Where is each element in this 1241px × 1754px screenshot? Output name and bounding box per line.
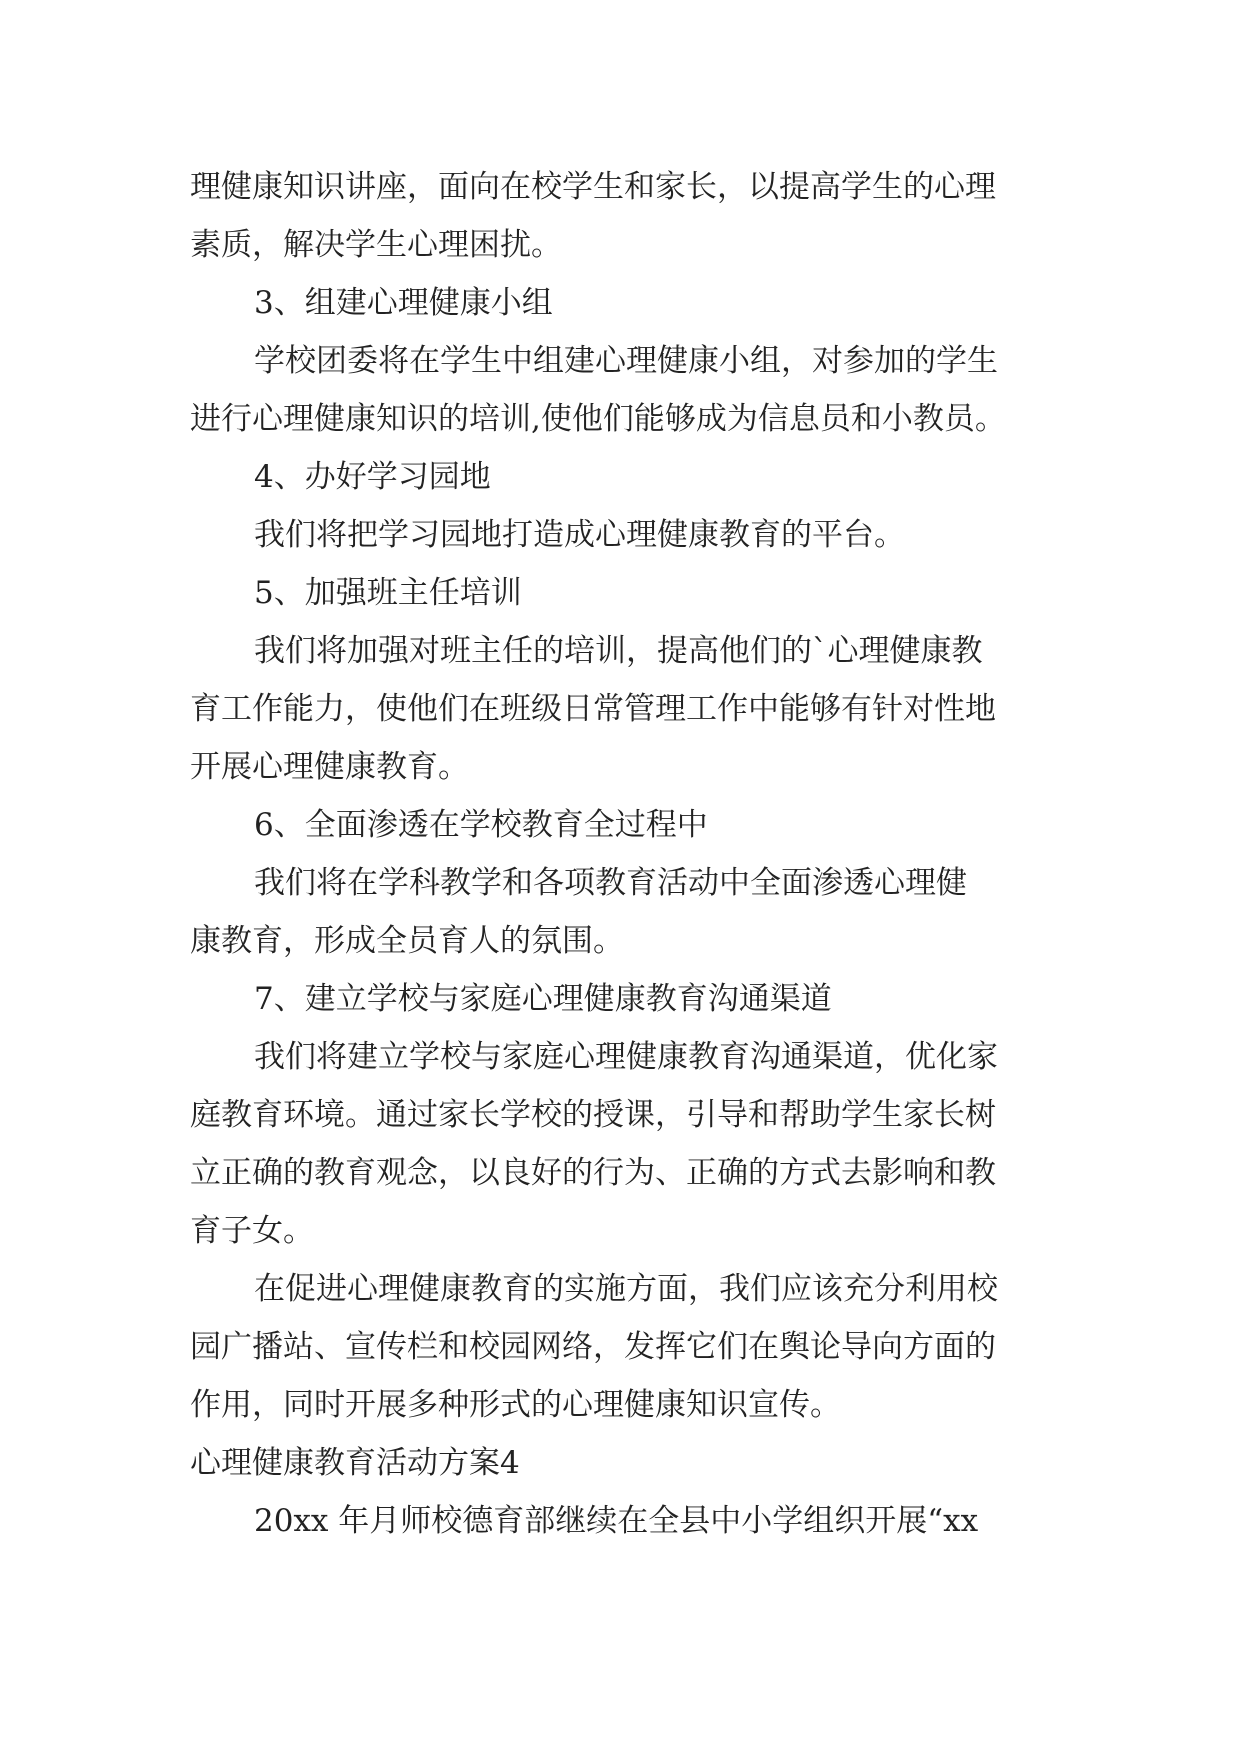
section-heading: 5、加强班主任培训 [254, 575, 522, 611]
paragraph-line: 进行心理健康知识的培训,使他们能够成为信息员和小教员。 [190, 401, 1006, 437]
paragraph-line: 园广播站、宣传栏和校园网络，发挥它们在舆论导向方面的 [190, 1329, 996, 1365]
paragraph-line: 在促进心理健康教育的实施方面，我们应该充分利用校 [254, 1271, 998, 1307]
paragraph-line: 立正确的教育观念，以良好的行为、正确的方式去影响和教 [190, 1155, 996, 1191]
paragraph-line: 我们将建立学校与家庭心理健康教育沟通渠道，优化家 [254, 1039, 998, 1075]
paragraph-line: 素质，解决学生心理困扰。 [190, 227, 562, 263]
paragraph-line: 康教育，形成全员育人的氛围。 [190, 923, 624, 959]
paragraph-line: 我们将在学科教学和各项教育活动中全面渗透心理健 [254, 865, 967, 901]
paragraph-line: 我们将把学习园地打造成心理健康教育的平台。 [254, 517, 905, 553]
paragraph-line: 20xx 年月师校德育部继续在全县中小学组织开展“xx [254, 1503, 979, 1539]
paragraph-line: 学校团委将在学生中组建心理健康小组，对参加的学生 [254, 343, 998, 379]
section-heading: 7、建立学校与家庭心理健康教育沟通渠道 [254, 981, 832, 1017]
document-title: 心理健康教育活动方案4 [190, 1445, 520, 1481]
paragraph-line: 作用，同时开展多种形式的心理健康知识宣传。 [190, 1387, 841, 1423]
section-heading: 4、办好学习园地 [254, 459, 491, 495]
paragraph-line: 育子女。 [190, 1213, 314, 1249]
section-heading: 6、全面渗透在学校教育全过程中 [254, 807, 708, 843]
document-body [190, 158, 1050, 1550]
paragraph-line: 开展心理健康教育。 [190, 749, 469, 785]
paragraph-line: 庭教育环境。通过家长学校的授课，引导和帮助学生家长树 [190, 1097, 996, 1133]
paragraph-line: 育工作能力，使他们在班级日常管理工作中能够有针对性地 [190, 691, 996, 727]
paragraph-line: 我们将加强对班主任的培训，提高他们的`心理健康教 [254, 633, 983, 669]
section-heading: 3、组建心理健康小组 [254, 285, 553, 321]
paragraph-line: 理健康知识讲座，面向在校学生和家长，以提高学生的心理 [190, 169, 996, 205]
